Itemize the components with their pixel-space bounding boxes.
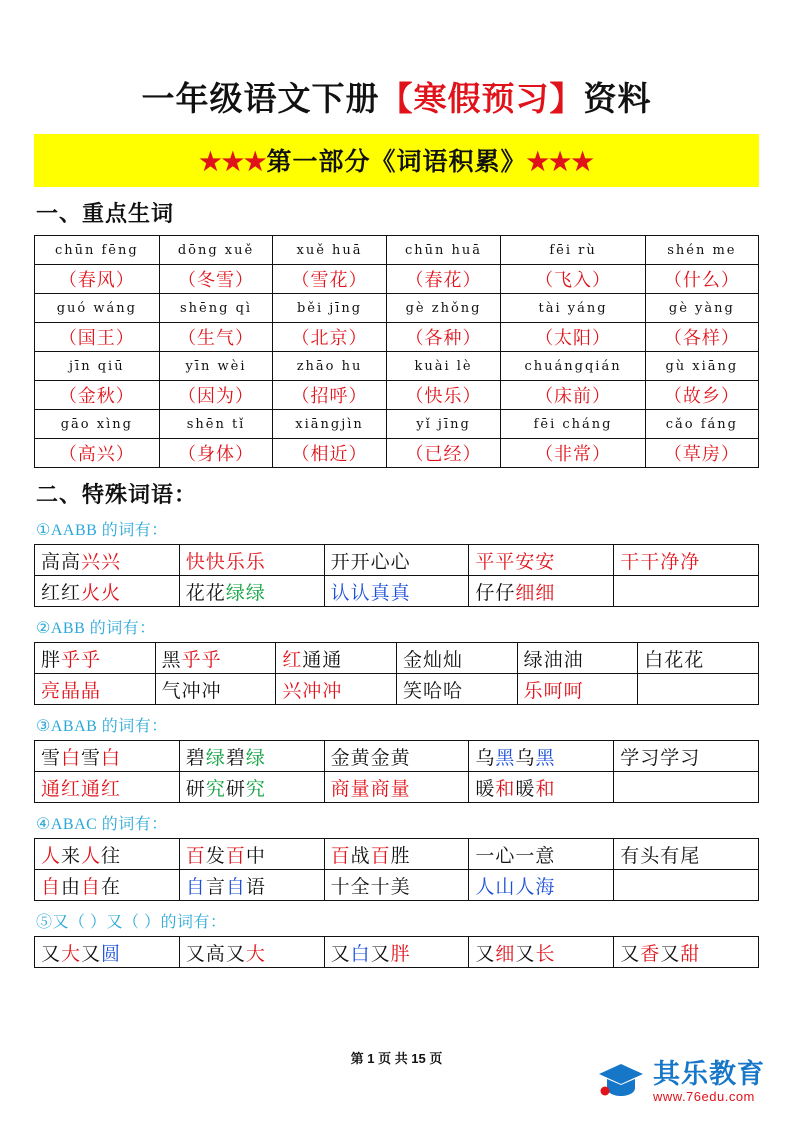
table-row [35, 674, 759, 705]
word-segment: 究 [245, 778, 266, 800]
word-cell [469, 545, 614, 576]
word-segment: 通通 [302, 649, 343, 671]
word-cell [179, 937, 324, 968]
special-word-groups [34, 517, 759, 968]
table-row [35, 576, 759, 607]
word-segment: 圆 [101, 943, 122, 965]
word-cell [469, 839, 614, 870]
pinyin-cell: chūn fēng [35, 236, 160, 265]
pinyin-cell: tài yáng [501, 294, 645, 323]
word-segment: 认认真真 [330, 582, 411, 604]
word-cell: （高兴） [35, 439, 160, 468]
word-segment: 碧 [225, 747, 246, 769]
word-segment: 战 [350, 845, 371, 867]
word-segment: 十全十美 [330, 876, 411, 898]
word-segment: 暖 [515, 778, 536, 800]
word-segment: 又 [660, 943, 681, 965]
word-segment: 通红通红 [41, 778, 122, 800]
word-row [35, 439, 759, 468]
word-segment: 长 [535, 943, 556, 965]
table-row [35, 772, 759, 803]
word-segment: 又 [81, 943, 102, 965]
word-segment: 百 [185, 845, 206, 867]
word-segment: 百 [330, 845, 351, 867]
word-segment: 来 [61, 845, 82, 867]
word-cell [324, 576, 469, 607]
pinyin-cell: fēi cháng [501, 410, 645, 439]
word-segment: 干干净净 [620, 551, 701, 573]
word-segment: 自 [185, 876, 206, 898]
word-cell [35, 545, 180, 576]
word-group-table [34, 642, 759, 705]
word-cell [396, 674, 517, 705]
word-cell [35, 643, 156, 674]
word-cell: （草房） [645, 439, 758, 468]
section-2-heading: 二、特殊词语： [36, 482, 198, 507]
word-segment: 人 [41, 845, 62, 867]
word-segment: 百 [225, 845, 246, 867]
pinyin-table-body [35, 236, 759, 468]
word-segment: 在 [101, 876, 122, 898]
word-cell: （太阳） [501, 323, 645, 352]
word-cell: （身体） [159, 439, 273, 468]
word-segment: 胖 [390, 943, 411, 965]
word-cell [276, 643, 397, 674]
word-cell [517, 674, 638, 705]
word-segment: 自 [225, 876, 246, 898]
word-row [35, 323, 759, 352]
word-cell [469, 772, 614, 803]
word-segment: 究 [205, 778, 226, 800]
pinyin-row [35, 294, 759, 323]
word-cell: （各种） [386, 323, 501, 352]
word-cell [179, 545, 324, 576]
word-cell [179, 772, 324, 803]
word-segment: 又 [330, 943, 351, 965]
word-group-label: ①AABB 的词有： [36, 522, 168, 539]
word-segment: 快快乐乐 [185, 551, 266, 573]
word-cell [469, 937, 614, 968]
word-cell: （床前） [501, 381, 645, 410]
table-row [35, 741, 759, 772]
word-segment: 乎乎 [181, 649, 222, 671]
word-segment: 碧 [185, 747, 206, 769]
word-segment: 大 [245, 943, 266, 965]
word-segment: 又 [515, 943, 536, 965]
table-row [35, 545, 759, 576]
word-cell [324, 870, 469, 901]
word-segment: 白 [350, 943, 371, 965]
word-cell [35, 772, 180, 803]
word-segment: 一心一意 [475, 845, 556, 867]
word-cell [35, 839, 180, 870]
word-segment: 又 [370, 943, 391, 965]
word-segment: 语 [245, 876, 266, 898]
word-group-table [34, 544, 759, 607]
pinyin-cell: běi jīng [273, 294, 386, 323]
word-segment: 和 [495, 778, 516, 800]
pinyin-cell: shēng qì [159, 294, 273, 323]
word-cell [469, 741, 614, 772]
word-group-table [34, 936, 759, 968]
pinyin-cell: chūn huā [386, 236, 501, 265]
word-segment: 高高 [41, 551, 82, 573]
word-segment: 花花 [185, 582, 226, 604]
word-cell: （雪花） [273, 265, 386, 294]
pinyin-cell: xiāngjìn [273, 410, 386, 439]
word-segment: 黑 [535, 747, 556, 769]
word-cell: （已经） [386, 439, 501, 468]
word-segment: 言 [205, 876, 226, 898]
page-footer: 第 1 页 共 15 页 [350, 1051, 443, 1066]
word-segment: 平平安安 [475, 551, 556, 573]
word-cell [179, 870, 324, 901]
word-segment: 商量商量 [330, 778, 411, 800]
word-cell [179, 576, 324, 607]
word-segment: 兴兴 [81, 551, 122, 573]
pinyin-row [35, 352, 759, 381]
word-cell: （春风） [35, 265, 160, 294]
word-segment: 往 [101, 845, 122, 867]
word-row [35, 265, 759, 294]
word-segment: 气冲冲 [161, 680, 222, 702]
table-row [35, 643, 759, 674]
word-segment: 又 [620, 943, 641, 965]
word-cell [276, 674, 397, 705]
word-segment: 香 [640, 943, 661, 965]
word-segment: 又高 [185, 943, 226, 965]
pinyin-cell: yīn wèi [159, 352, 273, 381]
word-cell [35, 937, 180, 968]
empty-cell [614, 870, 759, 901]
pinyin-cell: zhāo hu [273, 352, 386, 381]
word-segment: 白 [101, 747, 122, 769]
word-cell [35, 576, 180, 607]
word-segment: 有头有尾 [620, 845, 701, 867]
pinyin-cell: kuài lè [386, 352, 501, 381]
section-1-heading: 一、重点生词 [36, 201, 175, 226]
page-title [34, 73, 759, 120]
pinyin-cell: gè zhǒng [386, 294, 501, 323]
word-segment: 又 [475, 943, 496, 965]
word-cell: （冬雪） [159, 265, 273, 294]
word-segment: 绿 [245, 747, 266, 769]
word-segment: 黑 [495, 747, 516, 769]
pinyin-row [35, 410, 759, 439]
table-row [35, 870, 759, 901]
word-segment: 金黄金黄 [330, 747, 411, 769]
word-segment: 学习学习 [620, 747, 701, 769]
word-cell: （故乡） [645, 381, 758, 410]
word-cell [517, 643, 638, 674]
word-cell: （国王） [35, 323, 160, 352]
pinyin-cell: guó wáng [35, 294, 160, 323]
word-group-label: ③ABAB 的词有： [36, 718, 168, 735]
word-cell [179, 741, 324, 772]
word-segment: 人山人海 [475, 876, 556, 898]
word-group-table [34, 740, 759, 803]
word-segment: 细细 [515, 582, 556, 604]
pinyin-cell: gè yàng [645, 294, 758, 323]
pinyin-row [35, 236, 759, 265]
word-cell [614, 741, 759, 772]
title-suffix: 资料 [583, 82, 652, 118]
word-segment: 金灿灿 [402, 649, 463, 671]
word-segment: 大 [61, 943, 82, 965]
word-segment: 乐呵呵 [523, 680, 584, 702]
word-segment: 绿 [205, 747, 226, 769]
pinyin-cell: shén me [645, 236, 758, 265]
pinyin-cell: gāo xìng [35, 410, 160, 439]
word-segment: 又 [41, 943, 62, 965]
table-row [35, 937, 759, 968]
word-row [35, 381, 759, 410]
empty-cell [638, 674, 759, 705]
word-segment: 雪 [41, 747, 62, 769]
word-cell [324, 772, 469, 803]
word-cell: （各样） [645, 323, 758, 352]
logo-name: 其乐教育 [653, 1059, 765, 1089]
word-segment: 百 [370, 845, 391, 867]
word-segment: 白 [61, 747, 82, 769]
word-segment: 胖 [41, 649, 62, 671]
word-cell: （生气） [159, 323, 273, 352]
word-cell [396, 643, 517, 674]
pinyin-cell: chuángqián [501, 352, 645, 381]
word-segment: 亮晶晶 [41, 680, 102, 702]
pinyin-cell: xuě huā [273, 236, 386, 265]
word-segment: 绿绿 [225, 582, 266, 604]
word-cell: （非常） [501, 439, 645, 468]
word-cell [324, 937, 469, 968]
word-segment: 和 [535, 778, 556, 800]
word-segment: 笑哈哈 [402, 680, 463, 702]
pinyin-word-table [34, 235, 759, 468]
title-prefix: 一年级语文下册 [141, 82, 380, 118]
empty-cell [614, 576, 759, 607]
pinyin-cell: fēi rù [501, 236, 645, 265]
word-segment: 又 [225, 943, 246, 965]
word-cell [324, 839, 469, 870]
word-cell [35, 674, 156, 705]
word-cell [35, 870, 180, 901]
word-segment: 火火 [81, 582, 122, 604]
word-cell: （快乐） [386, 381, 501, 410]
word-cell: （相近） [273, 439, 386, 468]
section-banner [34, 134, 759, 187]
word-segment: 胜 [390, 845, 411, 867]
word-segment: 红红 [41, 582, 82, 604]
word-cell: （什么） [645, 265, 758, 294]
word-group-label: ②ABB 的词有： [36, 620, 156, 637]
word-segment: 乌 [515, 747, 536, 769]
word-cell: （招呼） [273, 381, 386, 410]
pinyin-cell: dōng xuě [159, 236, 273, 265]
word-cell: （因为） [159, 381, 273, 410]
banner-text: 第一部分《词语积累》 [266, 149, 527, 176]
word-segment: 自 [41, 876, 62, 898]
word-cell: （春花） [386, 265, 501, 294]
word-segment: 研 [225, 778, 246, 800]
word-cell [469, 576, 614, 607]
word-cell [614, 545, 759, 576]
word-segment: 乎乎 [61, 649, 102, 671]
word-segment: 雪 [81, 747, 102, 769]
pinyin-cell: jīn qiū [35, 352, 160, 381]
word-segment: 黑 [161, 649, 182, 671]
word-segment: 自 [81, 876, 102, 898]
word-cell [469, 870, 614, 901]
word-segment: 红 [282, 649, 303, 671]
word-segment: 兴冲冲 [282, 680, 343, 702]
word-cell: （北京） [273, 323, 386, 352]
pinyin-cell: yǐ jīng [386, 410, 501, 439]
site-logo [597, 1058, 765, 1106]
word-segment: 人 [81, 845, 102, 867]
word-cell [35, 741, 180, 772]
word-group-table [34, 838, 759, 901]
word-cell: （金秋） [35, 381, 160, 410]
word-cell [155, 643, 276, 674]
pinyin-cell: cǎo fáng [645, 410, 758, 439]
word-segment: 绿油油 [523, 649, 584, 671]
word-segment: 甜 [680, 943, 701, 965]
word-segment: 研 [185, 778, 206, 800]
word-segment: 发 [205, 845, 226, 867]
word-segment: 乌 [475, 747, 496, 769]
word-segment: 白花花 [644, 649, 705, 671]
word-cell [179, 839, 324, 870]
table-row [35, 839, 759, 870]
word-cell [614, 937, 759, 968]
pinyin-cell: shēn tǐ [159, 410, 273, 439]
word-segment: 由 [61, 876, 82, 898]
word-cell: （飞入） [501, 265, 645, 294]
empty-cell [614, 772, 759, 803]
word-segment: 暖 [475, 778, 496, 800]
word-cell [614, 839, 759, 870]
word-cell [324, 545, 469, 576]
title-bracket: 【寒假预习】 [379, 82, 584, 118]
logo-url: www.76edu.com [653, 1089, 755, 1104]
word-group-label: ④ABAC 的词有： [36, 816, 168, 833]
word-segment: 开开心心 [330, 551, 411, 573]
word-segment: 细 [495, 943, 516, 965]
word-cell [324, 741, 469, 772]
word-cell [155, 674, 276, 705]
pinyin-cell: gù xiāng [645, 352, 758, 381]
word-cell [638, 643, 759, 674]
word-group-label: ⑤又（ ）又（ ）的词有： [36, 914, 227, 931]
logo-text [653, 1061, 765, 1103]
stars-right-icon: ★★★ [526, 149, 594, 176]
graduation-cap-icon [597, 1058, 645, 1106]
word-segment: 仔仔 [475, 582, 516, 604]
word-segment: 中 [245, 845, 266, 867]
stars-left-icon: ★★★ [199, 149, 267, 176]
